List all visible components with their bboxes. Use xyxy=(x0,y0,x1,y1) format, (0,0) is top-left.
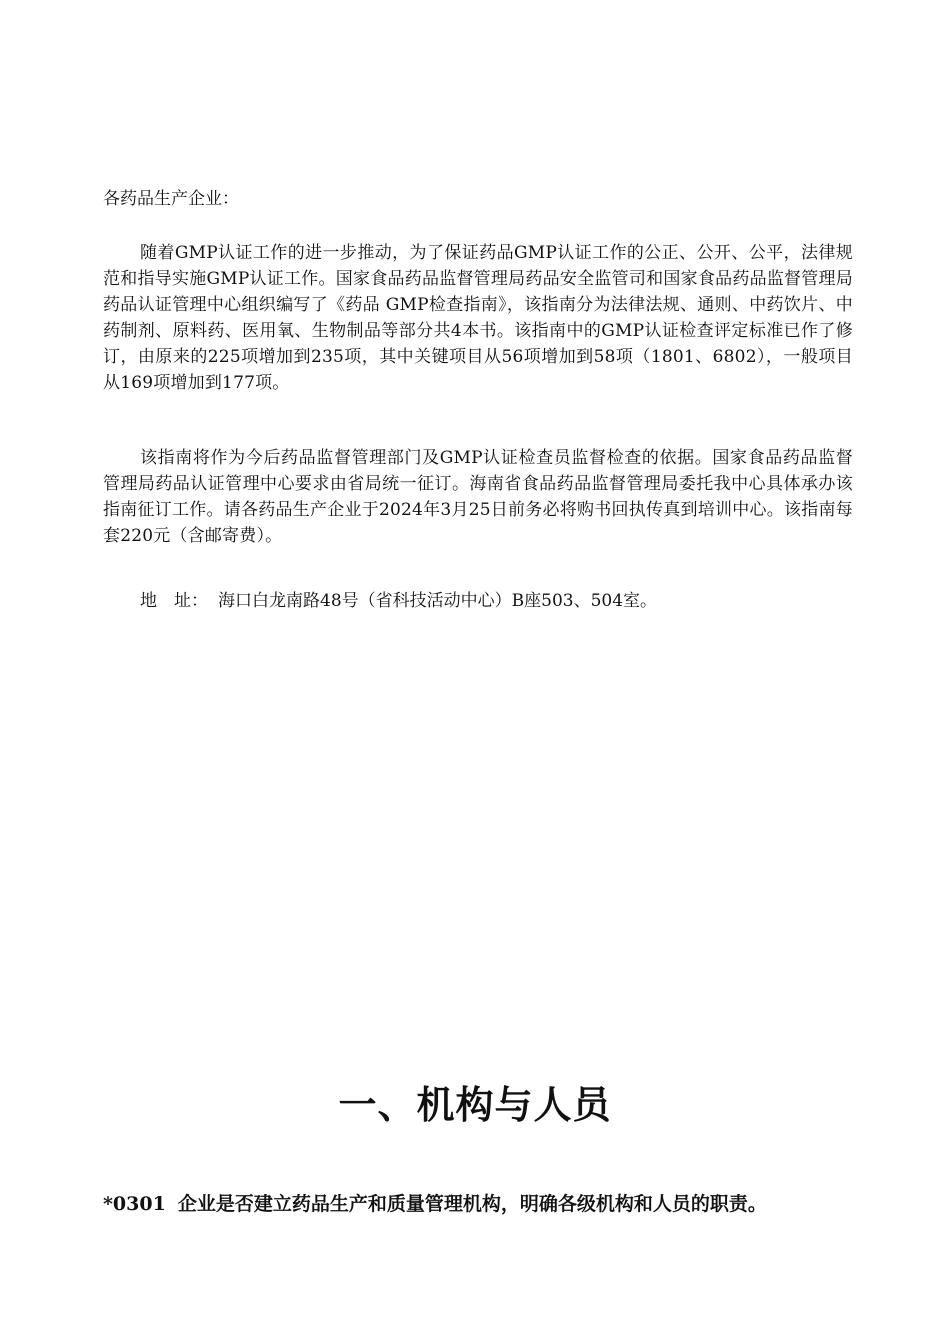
check-item-code: *0301 xyxy=(103,1193,166,1215)
address-label: 地 址： xyxy=(140,591,208,611)
salutation: 各药品生产企业： xyxy=(103,189,239,209)
check-item-text: 企业是否建立药品生产和质量管理机构，明确各级机构和人员的职责。 xyxy=(177,1193,767,1215)
body-paragraph-2: 该指南将作为今后药品监督管理部门及GMP认证检查员监督检查的依据。国家食品药品监督管理局药品认证管理中心要求由省局统一征订。海南省食品药品监督管理局委托我中心具体承办该指南征订工作。请各药品生产企业于2024年3月25日前务必将购书回执传真到培训中心。该指南每套220元（含邮寄费）。 xyxy=(103,448,853,546)
check-item-heading xyxy=(103,1189,767,1219)
section-title: 一、机构与人员 xyxy=(338,1082,612,1127)
body-paragraph-1: 随着GMP认证工作的进一步推动，为了保证药品GMP认证工作的公正、公开、公平，法律规范和指导实施GMP认证工作。国家食品药品监督管理局药品安全监管司和国家食品药品监督管理局药品认证管理中心组织编写了《药品 GMP检查指南》，该指南分为法律法规、通则、中药饮片、中药制剂、原料药、医用氧、生物制品等部分共4本书。该指南中的GMP认证检查评定标准已作了修订，由原来的225项增加到235项，其中关键项目从56项增加到58项（1801、6802），一般项目从169项增加到177项。 xyxy=(103,243,853,393)
address-value: 海口白龙南路48号（省科技活动中心）B座503、504室。 xyxy=(218,591,658,611)
address-line xyxy=(140,588,657,614)
